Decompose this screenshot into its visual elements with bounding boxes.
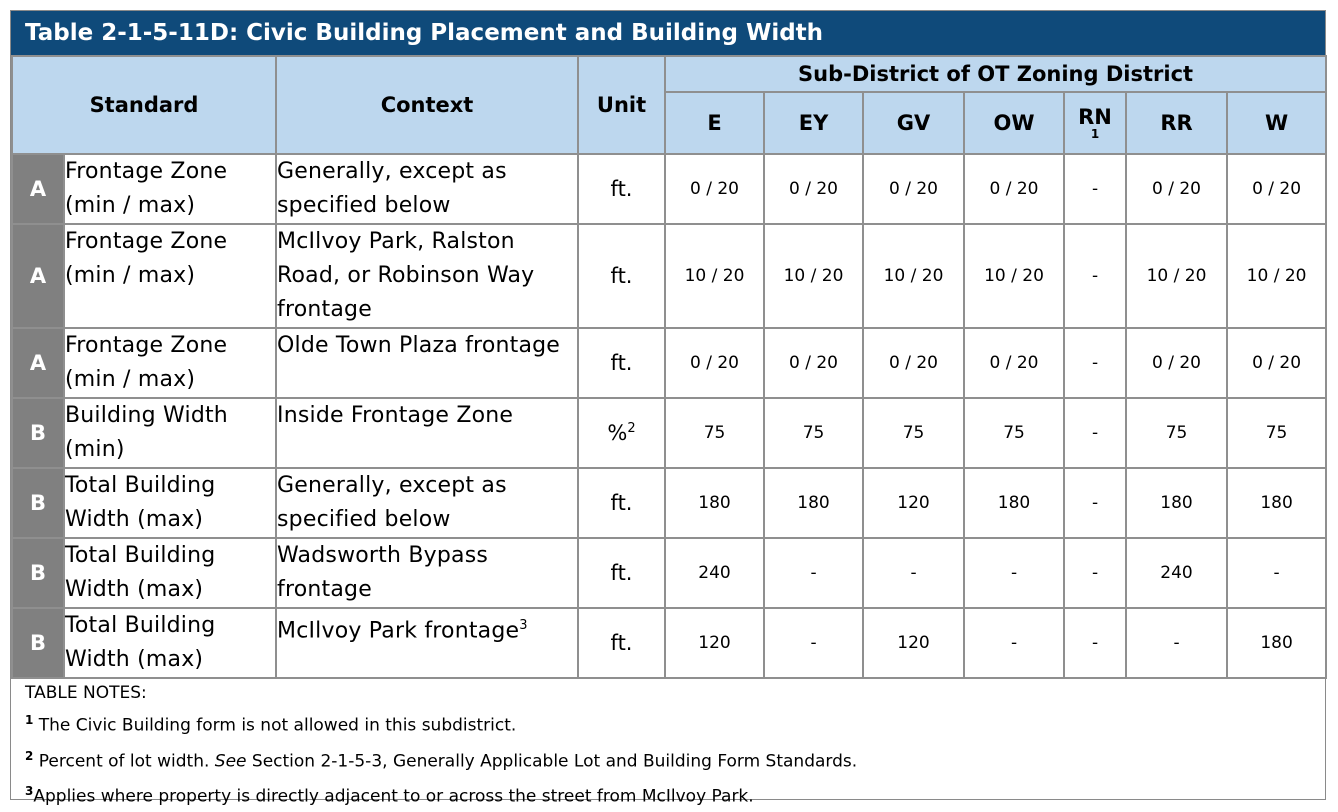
row-context (276, 538, 578, 608)
row-value-gv: 0 / 20 (863, 154, 964, 224)
row-context-text: McIlvoy Park frontage (277, 618, 520, 644)
row-value-rr: 180 (1126, 468, 1227, 538)
row-value-ow: - (964, 538, 1064, 608)
row-value-ey: - (764, 538, 863, 608)
table-notes (11, 677, 1325, 807)
header-district-gv: GV (863, 92, 964, 154)
row-letter: B (12, 608, 64, 678)
row-value-w: 10 / 20 (1227, 224, 1326, 328)
row-value-rr: 0 / 20 (1126, 154, 1227, 224)
note-1 (25, 705, 1325, 741)
row-value-e: 0 / 20 (665, 328, 764, 398)
row-value-rn: - (1064, 608, 1126, 678)
row-value-e: 0 / 20 (665, 154, 764, 224)
notes-heading: TABLE NOTES: (25, 683, 147, 703)
table-row (12, 608, 1326, 678)
header-standard: Standard (12, 56, 276, 154)
row-value-ow: 75 (964, 398, 1064, 468)
row-value-ow: 0 / 20 (964, 328, 1064, 398)
row-value-e: 10 / 20 (665, 224, 764, 328)
row-unit-text: ft. (610, 351, 633, 375)
note-2-marker: 2 (25, 748, 34, 763)
table-row (12, 328, 1326, 398)
header-district-rn-label: RN (1078, 105, 1112, 129)
header-subdistrict-group: Sub-District of OT Zoning District (665, 56, 1326, 92)
header-district-ey: EY (764, 92, 863, 154)
table-row (12, 224, 1326, 328)
row-value-gv: 120 (863, 608, 964, 678)
row-value-e: 75 (665, 398, 764, 468)
row-context-text: Generally, except as specified below (277, 473, 507, 532)
row-unit-text: ft. (610, 631, 633, 655)
row-standard: Total Building Width (max) (64, 468, 276, 538)
row-value-rn: - (1064, 154, 1126, 224)
row-value-rn: - (1064, 398, 1126, 468)
header-district-w: W (1227, 92, 1326, 154)
row-value-ey: 180 (764, 468, 863, 538)
row-value-rr: 75 (1126, 398, 1227, 468)
row-value-e: 120 (665, 608, 764, 678)
row-value-gv: 120 (863, 468, 964, 538)
row-value-ow: 10 / 20 (964, 224, 1064, 328)
table-row (12, 538, 1326, 608)
row-unit (578, 468, 665, 538)
row-standard: Total Building Width (max) (64, 608, 276, 678)
row-value-w: 0 / 20 (1227, 154, 1326, 224)
note-2 (25, 741, 1325, 777)
row-value-gv: - (863, 538, 964, 608)
note-2-see: See (214, 751, 247, 772)
row-value-rn: - (1064, 224, 1126, 328)
row-letter: A (12, 328, 64, 398)
row-context-text: Inside Frontage Zone (277, 403, 514, 428)
civic-building-table (11, 55, 1327, 679)
row-unit (578, 608, 665, 678)
row-context (276, 398, 578, 468)
header-district-ow: OW (964, 92, 1064, 154)
row-unit-text: ft. (610, 264, 633, 288)
row-standard: Total Building Width (max) (64, 538, 276, 608)
row-value-gv: 10 / 20 (863, 224, 964, 328)
row-value-ey: - (764, 608, 863, 678)
table-row (12, 154, 1326, 224)
note-2-post: Section 2-1-5-3, Generally Applicable Lot and Building Form Standards. (246, 751, 858, 772)
table-row (12, 468, 1326, 538)
header-district-rn (1064, 92, 1126, 154)
note-3-marker: 3 (25, 784, 34, 799)
header-unit: Unit (578, 56, 665, 154)
header-district-rr: RR (1126, 92, 1227, 154)
row-standard: Frontage Zone (min / max) (64, 328, 276, 398)
row-letter: A (12, 154, 64, 224)
row-letter: A (12, 224, 64, 328)
row-standard: Frontage Zone (min / max) (64, 154, 276, 224)
row-unit (578, 224, 665, 328)
note-3-text: Applies where property is directly adjacent to or across the street from McIlvoy Park. (33, 786, 754, 807)
row-context (276, 224, 578, 328)
row-context (276, 608, 578, 678)
table-title: Table 2-1-5-11D: Civic Building Placement and Building Width (11, 11, 1325, 55)
row-value-ey: 75 (764, 398, 863, 468)
row-context (276, 328, 578, 398)
row-value-rr: 10 / 20 (1126, 224, 1227, 328)
row-context-note-marker: 3 (519, 618, 528, 633)
note-3 (25, 776, 1325, 812)
row-value-e: 180 (665, 468, 764, 538)
row-unit-text: ft. (610, 177, 633, 201)
row-unit-text: % (607, 421, 628, 445)
header-district-rn-note-marker: 1 (1090, 127, 1100, 141)
note-2-pre: Percent of lot width. (33, 751, 215, 772)
row-unit (578, 328, 665, 398)
row-value-ey: 0 / 20 (764, 328, 863, 398)
row-unit (578, 538, 665, 608)
row-value-rr: - (1126, 608, 1227, 678)
row-unit-note-marker: 2 (627, 421, 636, 436)
row-value-gv: 75 (863, 398, 964, 468)
row-context-text: McIlvoy Park, Ralston Road, or Robinson Way frontage (277, 229, 535, 322)
row-value-rr: 240 (1126, 538, 1227, 608)
row-value-ow: 0 / 20 (964, 154, 1064, 224)
row-context-text: Olde Town Plaza frontage (277, 333, 561, 358)
row-unit-text: ft. (610, 561, 633, 585)
row-value-w: 75 (1227, 398, 1326, 468)
row-standard: Frontage Zone (min / max) (64, 224, 276, 328)
header-district-e: E (665, 92, 764, 154)
row-value-rr: 0 / 20 (1126, 328, 1227, 398)
header-context: Context (276, 56, 578, 154)
row-value-ey: 0 / 20 (764, 154, 863, 224)
row-value-rn: - (1064, 538, 1126, 608)
note-1-marker: 1 (25, 713, 34, 727)
row-context (276, 468, 578, 538)
row-unit-text: ft. (610, 491, 633, 515)
row-context (276, 154, 578, 224)
note-1-text: The Civic Building form is not allowed in this subdistrict. (33, 715, 517, 736)
row-unit (578, 154, 665, 224)
row-letter: B (12, 538, 64, 608)
row-context-text: Generally, except as specified below (277, 159, 507, 218)
row-value-rn: - (1064, 328, 1126, 398)
row-value-w: 180 (1227, 608, 1326, 678)
row-unit (578, 398, 665, 468)
row-value-rn: - (1064, 468, 1126, 538)
row-standard: Building Width (min) (64, 398, 276, 468)
table-row (12, 398, 1326, 468)
row-value-w: 0 / 20 (1227, 328, 1326, 398)
row-value-ow: 180 (964, 468, 1064, 538)
row-value-ey: 10 / 20 (764, 224, 863, 328)
row-value-w: 180 (1227, 468, 1326, 538)
row-value-w: - (1227, 538, 1326, 608)
row-value-e: 240 (665, 538, 764, 608)
row-value-gv: 0 / 20 (863, 328, 964, 398)
row-context-text: Wadsworth Bypass frontage (277, 543, 489, 602)
row-letter: B (12, 468, 64, 538)
row-value-ow: - (964, 608, 1064, 678)
row-letter: B (12, 398, 64, 468)
